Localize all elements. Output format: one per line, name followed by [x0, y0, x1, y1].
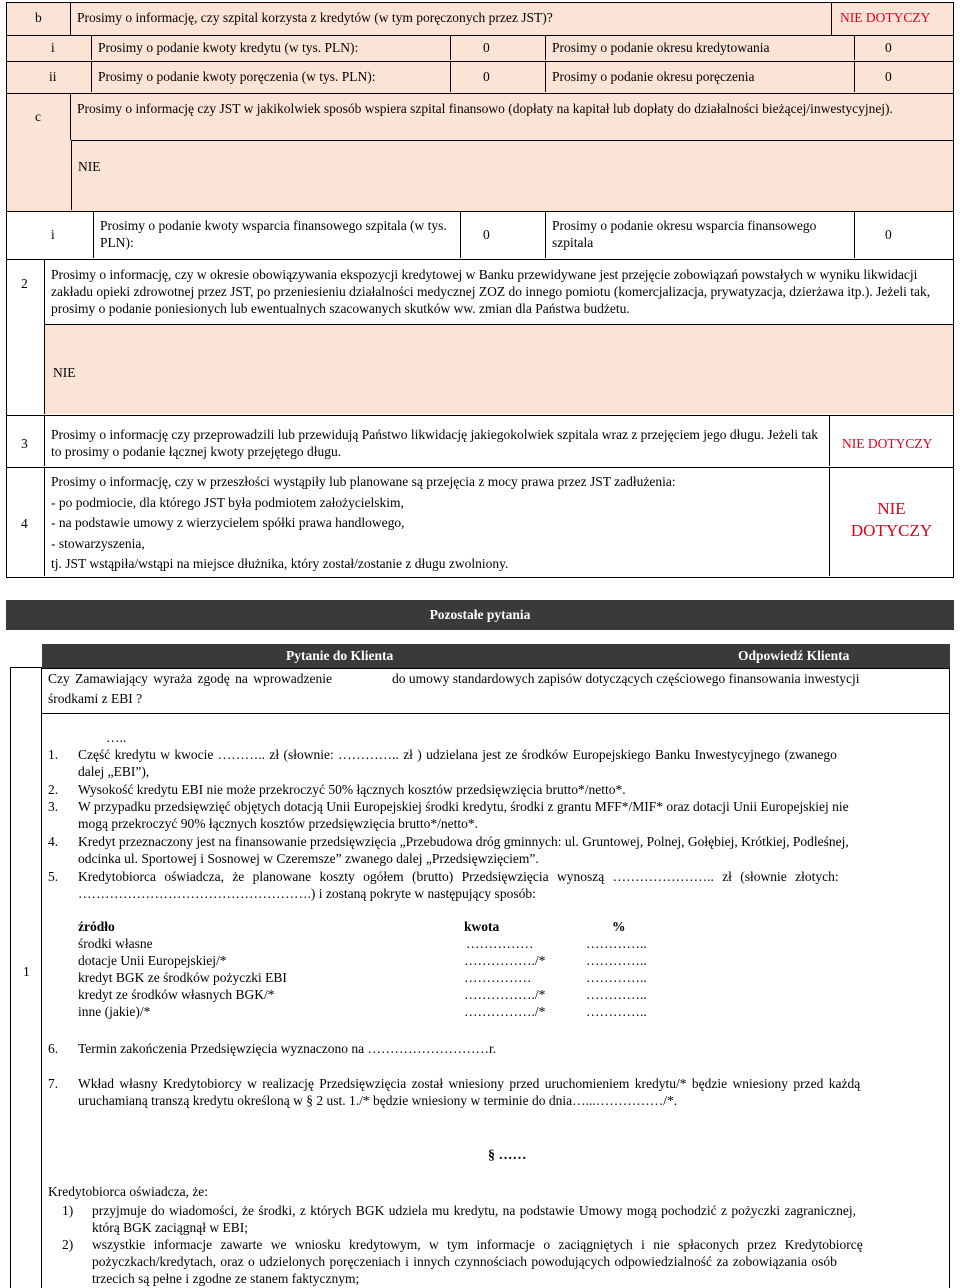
sources-row	[78, 935, 712, 952]
item-number: 3.	[48, 799, 59, 814]
sources-row	[78, 1003, 712, 1020]
item-text: uruchamianą transzą kredytu określoną w § 2 ust. 1./* będzie wniesiony w terminie do dnia…...……………/*.	[78, 1093, 678, 1108]
source-name: środki własne	[78, 936, 153, 951]
sources-row	[78, 986, 712, 1003]
row-b-ii	[6, 62, 954, 94]
source-amount: ……………./*	[464, 953, 546, 968]
declaration-point-number: 1)	[62, 1203, 74, 1218]
row-number: 2	[7, 260, 45, 414]
source-amount: ……………	[464, 970, 532, 985]
declaration-point-number: 2)	[62, 1237, 74, 1252]
source-name: kredyt ze środków własnych BGK/*	[78, 987, 275, 1002]
dots: …..	[106, 730, 127, 745]
item-text: Wysokość kredytu EBI nie może przekroczyć 50% łącznych kosztów przedsięwzięcia brutto*/netto*.	[78, 782, 626, 797]
sources-row	[78, 969, 712, 986]
item-number: 2.	[48, 782, 59, 797]
declaration-point-text: pożyczkach/kredytach, oraz o udzielonych poręczeniach i innych czynnościach powodujących odpowiedzialność za zobowiązania osób	[92, 1254, 837, 1269]
item-text: W przypadku przedsięwzięć objętych dotacją Unii Europejskiej środki kredytu, środki z grantu MFF*/MIF* oraz dotacji Unii Europejskiej nie	[78, 799, 849, 814]
source-amount: ……………	[466, 936, 534, 951]
item-number: 5.	[48, 869, 59, 884]
guarantee-period-value: 0	[885, 69, 892, 84]
sources-row	[78, 952, 712, 969]
item-text: Termin zakończenia Przedsięwzięcia wyznaczono na ………………………r.	[78, 1041, 497, 1056]
row-question: Prosimy o informację czy JST w jakikolwiek sposób wspiera szpital finansowo (dopłaty na kapitał lub dopłaty do działalności bieżącej/inwestycyjnej).	[77, 101, 893, 116]
row-c-i	[6, 212, 954, 260]
header-answer: Odpowiedź Klienta	[738, 648, 850, 663]
guarantee-period-label: Prosimy o podanie okresu poręczenia	[545, 62, 855, 92]
source-name: dotacje Unii Europejskiej/*	[78, 953, 227, 968]
row-number-cell	[10, 667, 42, 1288]
row-question	[45, 472, 829, 575]
credit-period-label: Prosimy o podanie okresu kredytowania	[545, 36, 855, 60]
item-text: Kredytobiorca oświadcza, że planowane koszty ogółem (brutto) Przedsięwzięcia wynoszą ………………….. zł (słownie złotych:	[78, 869, 839, 884]
row-3	[6, 416, 954, 468]
support-amount-label: Prosimy o podanie kwoty wsparcia finansowego szpitala (w tys. PLN):	[93, 212, 461, 258]
source-percent: …………..	[586, 936, 647, 951]
question-line: - po podmiocie, dla którego JST była podmiotem założycielskim,	[51, 494, 404, 510]
contract-clauses	[42, 714, 950, 1288]
answer-value: NIE DOTYCZY	[831, 3, 953, 35]
credit-period-value: 0	[885, 40, 892, 55]
sources-header-row	[78, 918, 712, 935]
item-number: 6.	[48, 1041, 59, 1056]
consent-row	[42, 668, 950, 714]
paragraph-mark: § ……	[488, 1148, 527, 1163]
row-letter: b	[7, 3, 71, 35]
declaration-point-text: trzecich są pełne i zgodne ze stanem faktycznym;	[92, 1271, 360, 1286]
support-amount-value: 0	[483, 227, 490, 242]
source-amount: ……………./*	[464, 1004, 546, 1019]
source-amount: ……………./*	[464, 987, 546, 1002]
item-text: odcinka ul. Sportowej i Sosnowej w Czeremsze” zwanego dalej „Przedsięwzięciem”.	[78, 851, 539, 866]
question-line: - na podstawie umowy z wierzycielem spółki prawa handlowego,	[51, 515, 405, 530]
consent-text-line2: środkami z EBI ?	[48, 691, 143, 706]
support-period-value: 0	[885, 227, 892, 242]
declaration-point-text: wszystkie informacje zawarte we wniosku kredytowym, w tym informacje o zaciągniętych i nie spłaconych przez Kredytobiorcę	[92, 1237, 863, 1252]
row-roman: i	[51, 40, 55, 55]
item-number: 4.	[48, 834, 59, 849]
credit-amount-value: 0	[483, 40, 490, 55]
row-roman: i	[51, 227, 55, 242]
row-number: 1	[23, 964, 30, 979]
answer-value: NIE	[45, 324, 953, 414]
item-text: Wkład własny Kredytobiorcy w realizację Przedsięwzięcia został wniesiony przed uruchomieniem kredytu/* będzie wniesiony przed każdą	[78, 1076, 861, 1091]
credit-amount-label: Prosimy o podanie kwoty kredytu (w tys. PLN):	[91, 36, 451, 60]
source-name: kredyt BGK ze środków pożyczki EBI	[78, 970, 287, 985]
answer-value	[829, 468, 953, 576]
question-line: tj. JST wstąpiła/wstąpi na miejsce dłużnika, który został/zostanie z długu zwolniony.	[51, 556, 509, 571]
row-b	[6, 2, 954, 36]
row-b-i	[6, 36, 954, 62]
item-number: 1.	[48, 747, 59, 762]
section-title: Pozostałe pytania	[6, 600, 954, 630]
item-number: 7.	[48, 1076, 59, 1091]
column-header	[42, 644, 950, 668]
item-text: Część kredytu w kwocie ……….. zł (słownie: ………….. zł ) udzielana jest ze środków Europejskiego Banku Inwestycyjnego (zwanego	[78, 747, 837, 762]
consent-text-part1: Czy Zamawiający wyraża zgodę na wprowadzenie	[48, 671, 332, 686]
row-question: Prosimy o informację, czy w okresie obowiązywania ekspozycji kredytowej w Banku przewidywane jest przejęcie zobowiązań powstałych w wyniku likwidacji zakładu opieki zdrowotnej przez JST, po przeniesieniu działalności medycznej ZOZ do innego pomiotu (komercjalizacja, prywatyzacja, dzierżawa itp.). Jeżeli tak, prosimy o podanie poniesionych lub ewentualnych szacowanych skutków ww. zmian dla Państwa budżetu.	[51, 267, 931, 316]
row-question: Prosimy o informację, czy szpital korzysta z kredytów (w tym poręczonych przez JST)?	[77, 10, 553, 25]
row-number: 3	[7, 416, 45, 466]
declaration-intro: Kredytobiorca oświadcza, że:	[48, 1184, 209, 1199]
sources-header-source: źródło	[78, 919, 115, 934]
item-text: dalej „EBI”),	[78, 764, 150, 779]
item-text: mogą przekroczyć 90% łącznych kosztów przedsięwzięcia brutto*/netto*.	[78, 816, 478, 831]
answer-value: NIE	[71, 140, 953, 210]
row-roman: ii	[49, 69, 57, 84]
guarantee-amount-value: 0	[483, 69, 490, 84]
source-percent: …………..	[586, 987, 647, 1002]
sources-header-percent: %	[612, 919, 626, 934]
header-question: Pytanie do Klienta	[286, 648, 394, 663]
source-percent: …………..	[586, 1004, 647, 1019]
consent-text-part2: do umowy standardowych zapisów dotyczących częściowego finansowania inwestycji	[392, 671, 860, 686]
question-line: - stowarzyszenia,	[51, 535, 145, 551]
answer-value: NIE DOTYCZY	[829, 416, 953, 466]
source-percent: …………..	[586, 970, 647, 985]
row-question: Prosimy o informację czy przeprowadzili lub przewidują Państwo likwidację jakiegokolwiek szpitala wraz z przejęciem jego długu. Jeżeli tak to prosimy o podanie łącznej kwoty przejętego długu.	[51, 427, 818, 459]
support-period-label: Prosimy o podanie okresu wsparcia finansowego szpitala	[545, 212, 855, 258]
source-percent: …………..	[586, 953, 647, 968]
jst-questions-table	[6, 2, 954, 578]
row-c	[6, 94, 954, 212]
row-number: 4	[7, 468, 45, 576]
answer-line: NIE	[877, 499, 906, 518]
item-text: Kredyt przeznaczony jest na finansowanie przedsięwzięcia „Przebudowa dróg gminnych: ul. Gruntowej, Polnej, Gołębiej, Krótkiej, Podleśnej,	[78, 834, 849, 849]
item-text: …………………………………………….) i zostaną pokryte w następujący sposób:	[78, 886, 536, 901]
row-2	[6, 260, 954, 416]
declaration-point-text: przyjmuje do wiadomości, że środki, z których BGK udziela mu kredytu, na podstawie Umowy mogą pochodzić z pożyczki zagranicznej,	[92, 1203, 857, 1218]
row-letter: c	[7, 94, 71, 140]
declaration-point-text: którą BGK zaciągnął w EBI;	[92, 1220, 248, 1235]
sources-table	[78, 918, 712, 1020]
guarantee-amount-label: Prosimy o podanie kwoty poręczenia (w tys. PLN):	[91, 62, 451, 92]
source-name: inne (jakie)/*	[78, 1004, 151, 1019]
sources-header-amount: kwota	[464, 919, 500, 934]
answer-line: DOTYCZY	[850, 521, 933, 540]
question-line: Prosimy o informację, czy w przeszłości wystąpiły lub planowane są przejęcia z mocy prawa przez JST zadłużenia:	[51, 474, 676, 489]
row-4	[6, 468, 954, 578]
